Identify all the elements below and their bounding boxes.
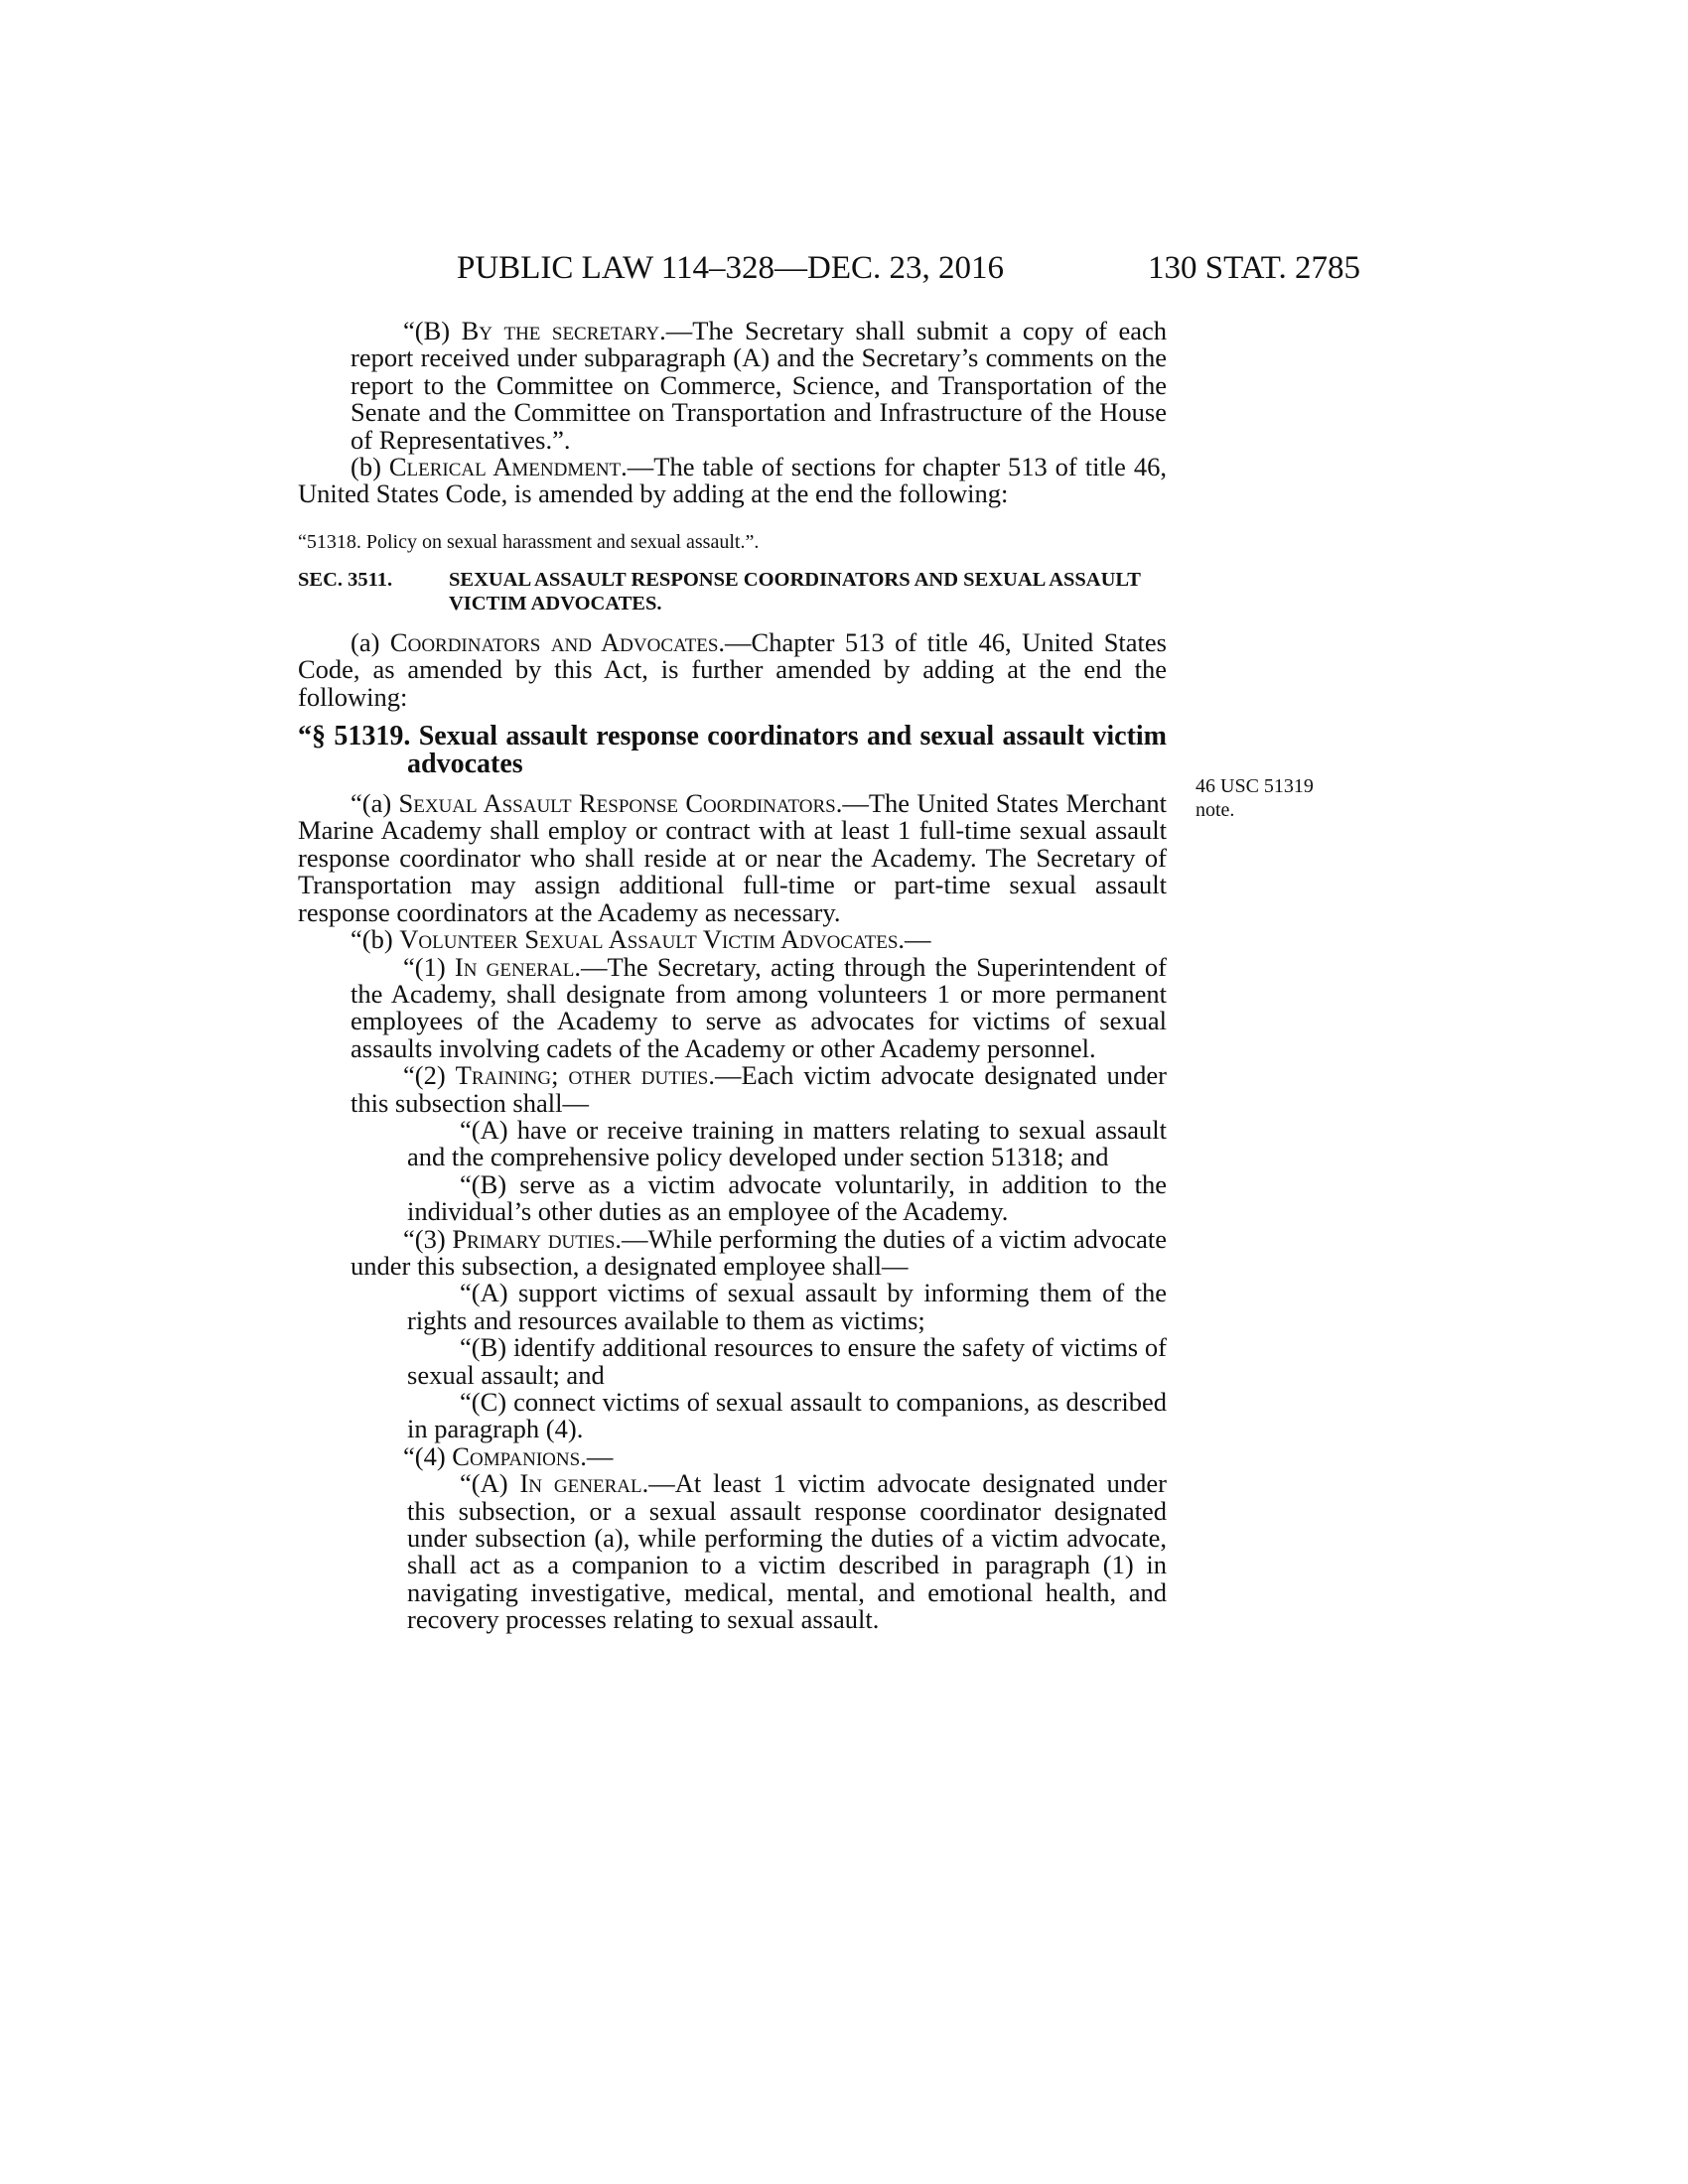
margin-note-citation: 46 USC 51319 [1196,775,1314,797]
paragraph-1-in-general: “(1) In general.—The Secretary, acting through the Superintendent of the Academy, shall designate from among volunteers 1 or more permanent employees of the Academy to serve as advocates for victims of sexual assaults involving cadets of the Academy or other Academy personnel. [351,951,1167,1063]
paragraph-heading: Companions [452,1440,581,1471]
paragraph-heading: Training; other duties [455,1060,709,1091]
paragraph-heading: Volunteer Sexual Assault Victim Advocates [399,924,899,955]
paragraph-clerical-amendment: (b) Clerical Amendment.—The table of sections for chapter 513 of title 46, United States Code, is amended by adding at the end the following: [298,452,1167,509]
header-title: PUBLIC LAW 114–328—DEC. 23, 2016 [457,250,1005,286]
margin-note-suffix: note. [1196,799,1235,821]
subparagraph-4a: “(A) In general.—At least 1 victim advocate designated under this subsection, or a sexual assault response coordinator designated under subsection (a), while performing the duties of a victim advocate, shall act as a companion to a victim described in paragraph (1) in navigating investigative, medical, mental, and emotional health, and recovery processes relating to sexual assault. [407,1468,1167,1635]
section-title: SEXUAL ASSAULT RESPONSE COORDINATORS AND SEXUAL ASSAULT VICTIM ADVOCATES. [449,568,1141,614]
subparagraph-2b: “(B) serve as a victim advocate voluntarily, in addition to the individual’s other duties as an employee of the Academy. [407,1168,1167,1227]
subparagraph-2a: “(A) have or receive training in matters relating to sexual assault and the comprehensive policy developed under section 51318; and [407,1114,1167,1172]
subparagraph-3a: “(A) support victims of sexual assault by informing them of the rights and resources available to them as victims; [407,1278,1167,1335]
margin-note [1196,774,1364,822]
paragraph-b-by-the-secretary: “(B) By the secretary.—The Secretary shall submit a copy of each report received under subparagraph (A) and the Secretary’s comments on the report to the Committee on Commerce, Science, and Transportation of the Senate and the Committee on Transportation and Infrastructure of the House of Representatives.”. [351,316,1167,455]
paragraph-heading: Sexual Assault Response Coordinators [398,788,836,819]
statute-text [298,318,1167,1634]
paragraph-heading: In general [519,1468,642,1499]
paragraph-heading: Coordinators and Advocates [389,626,719,657]
paragraph-3-primary-duties: “(3) Primary duties.—While performing the duties of a victim advocate under this subsection, a designated employee shall— [351,1223,1167,1281]
paragraph-heading: Clerical Amendment [388,452,622,482]
paragraph-2-training: “(2) Training; other duties.—Each victim advocate designated under this subsection shall— [351,1060,1167,1118]
header-page-number: 130 STAT. 2785 [1147,250,1360,286]
paragraph-a-coordinators: (a) Coordinators and Advocates.—Chapter 513 of title 46, United States Code, as amended by this Act, is further amended by adding at the end the following: [298,626,1167,712]
paragraph-heading: By the secretary [461,316,660,345]
running-header [457,248,1360,288]
table-of-sections-entry: “51318. Policy on sexual harassment and sexual assault.”. [298,530,760,553]
paragraph-heading: In general [454,951,575,982]
subsection-a-sarc: “(a) Sexual Assault Response Coordinators.—The United States Merchant Marine Academy shall employ or contract with at least 1 full-time sexual assault response coordinator who shall reside at or near the Academy. The Secretary of Transportation may assign additional full-time or part-time sexual assault response coordinators at the Academy as necessary. [298,788,1167,927]
subparagraph-3c: “(C) connect victims of sexual assault to companions, as described in paragraph (4). [407,1387,1167,1444]
subparagraph-3b: “(B) identify additional resources to ensure the safety of victims of sexual assault; and [407,1332,1167,1390]
paragraph-4-companions: “(4) Companions.— [403,1440,614,1471]
subsection-b-volunteer: “(b) Volunteer Sexual Assault Victim Advocates.— [351,924,931,955]
paragraph-heading: Primary duties [452,1223,616,1254]
section-number: SEC. 3511. [298,568,393,591]
section-heading [298,568,1167,615]
code-section-heading: “§ 51319. Sexual assault response coordinators and sexual assault victim advocates [298,721,1167,780]
